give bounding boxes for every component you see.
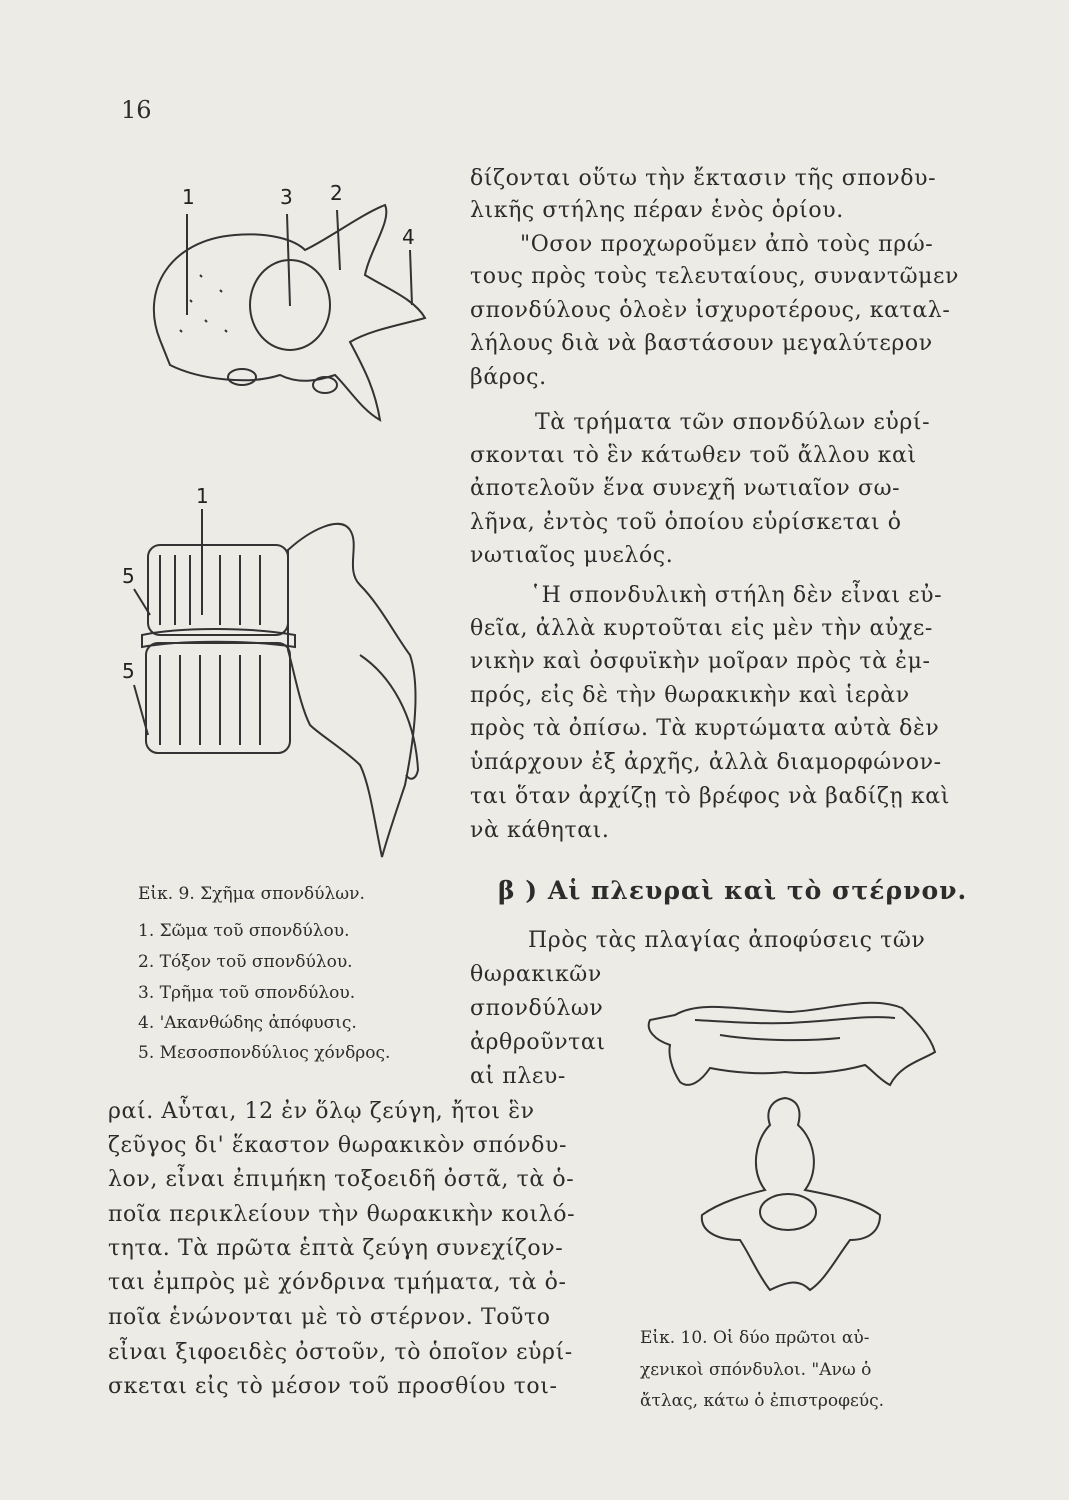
body-text-line: ῾Η σπονδυλικὴ στήλη δὲν εἶναι εὐ-	[530, 583, 943, 608]
body-text-line: λῆνα, ἐντὸς τοῦ ὁποίου εὑρίσκεται ὁ	[470, 510, 902, 535]
body-text-line: πρός, εἰς δὲ τὴν θωρακικὴν καὶ ἱερὰν	[470, 683, 910, 708]
cervical-vertebrae-illustration	[630, 990, 950, 1320]
body-text-line: τητα. Τὰ πρῶτα ἑπτὰ ζεύγη συνεχίζον-	[108, 1236, 564, 1261]
fig9-legend-item: 5. Μεσοσπονδύλιος χόνδρος.	[138, 1043, 391, 1063]
fig9-legend-item: 3. Τρῆμα τοῦ σπονδύλου.	[138, 983, 356, 1003]
body-text-line: νὰ κάθηται.	[470, 818, 610, 843]
fig9-legend-item: 2. Τόξον τοῦ σπονδύλου.	[138, 952, 353, 972]
body-text-line: Τὰ τρήματα τῶν σπονδύλων εὑρί-	[535, 410, 931, 435]
fig9-label-5b: 5	[122, 659, 135, 683]
body-text-line: ποῖα ἑνώνονται μὲ τὸ στέρνον. Τοῦτο	[108, 1305, 551, 1330]
section-heading: β ) Αἱ πλευραὶ καὶ τὸ στέρνον.	[498, 876, 968, 905]
body-text-line: νικὴν καὶ ὀσφυϊκὴν μοῖραν πρὸς τὰ ἐμ-	[470, 649, 931, 674]
body-text-line: ται ἐμπρὸς μὲ χόνδρινα τμήματα, τὰ ὁ-	[108, 1270, 567, 1295]
body-text-line: σκεται εἰς τὸ μέσον τοῦ προσθίου τοι-	[108, 1374, 558, 1399]
body-text-line: εἶναι ξιφοειδὲς ὀστοῦν, τὸ ὁποῖον εὑρί-	[108, 1340, 573, 1365]
body-text-line: λήλους διὰ νὰ βαστάσουν μεγαλύτερον	[470, 331, 933, 356]
body-text-line: λικῆς στήλης πέραν ἑνὸς ὁρίου.	[470, 198, 844, 223]
fig10-caption-line: Εἰκ. 10. Οἱ δύο πρῶτοι αὐ-	[640, 1328, 870, 1348]
body-text-line: ραί. Αὗται, 12 ἐν ὅλῳ ζεύγη, ἤτοι ἓν	[108, 1099, 535, 1124]
vertebrae-side-view-illustration	[120, 485, 440, 865]
fig9-label-side-1: 1	[196, 484, 209, 508]
body-text-line: σπονδύλους ὁλοὲν ἰσχυροτέρους, καταλ-	[470, 298, 951, 323]
body-text-line: αἱ πλευ-	[470, 1064, 566, 1089]
fig9-caption-title: Εἰκ. 9. Σχῆμα σπονδύλων.	[138, 884, 365, 904]
body-text-line: ποῖα περικλείουν τὴν θωρακικὴν κοιλό-	[108, 1202, 576, 1227]
fig10-caption-line: ἄτλας, κάτω ὁ ἐπιστροφεύς.	[640, 1391, 885, 1411]
body-text-line: ὑπάρχουν ἐξ ἀρχῆς, ἀλλὰ διαμορφώνον-	[470, 750, 942, 775]
fig9-label-2: 2	[330, 181, 343, 205]
body-text-line: Πρὸς τὰς πλαγίας ἀποφύσεις τῶν	[528, 928, 926, 953]
fig9-label-3: 3	[280, 185, 293, 209]
page-number: 16	[121, 96, 152, 124]
fig9-label-5a: 5	[122, 564, 135, 588]
body-text-line: θεῖα, ἀλλὰ κυρτοῦται εἰς μὲν τὴν αὐχε-	[470, 616, 933, 641]
body-text-line: νωτιαῖος μυελός.	[470, 543, 674, 568]
body-text-line: πρὸς τὰ ὀπίσω. Τὰ κυρτώματα αὐτὰ δὲν	[470, 716, 940, 741]
body-text-line: θωρακικῶν	[470, 962, 602, 987]
body-text-line: ἀποτελοῦν ἕνα συνεχῆ νωτιαῖον σω-	[470, 476, 901, 501]
body-text-line: σκονται τὸ ἓν κάτωθεν τοῦ ἄλλου καὶ	[470, 443, 917, 468]
fig9-legend-item: 4. 'Ακανθώδης ἀπόφυσις.	[138, 1013, 357, 1033]
vertebra-top-view-illustration	[130, 180, 430, 450]
body-text-line: "Οσον προχωροῦμεν ἀπὸ τοὺς πρώ-	[520, 232, 934, 257]
body-text-line: σπονδύλων	[470, 996, 604, 1021]
fig10-caption-line: χενικοὶ σπόνδυλοι. "Ανω ὁ	[640, 1360, 872, 1380]
body-text-line: ζεῦγος δι' ἕκαστον θωρακικὸν σπόνδυ-	[108, 1133, 567, 1158]
body-text-line: βάρος.	[470, 365, 547, 390]
body-text-line: τους πρὸς τοὺς τελευταίους, συναντῶμεν	[470, 264, 959, 289]
fig9-label-1: 1	[182, 185, 195, 209]
body-text-line: δίζονται οὕτω τὴν ἔκτασιν τῆς σπονδυ-	[470, 166, 937, 191]
body-text-line: ἀρθροῦνται	[470, 1030, 606, 1055]
body-text-line: λον, εἶναι ἐπιμήκη τοξοειδῆ ὀστᾶ, τὰ ὁ-	[108, 1167, 575, 1192]
fig9-legend-item: 1. Σῶμα τοῦ σπονδύλου.	[138, 921, 350, 941]
body-text-line: ται ὅταν ἀρχίζῃ τὸ βρέφος νὰ βαδίζῃ καὶ	[470, 784, 950, 809]
fig9-label-4: 4	[402, 225, 415, 249]
